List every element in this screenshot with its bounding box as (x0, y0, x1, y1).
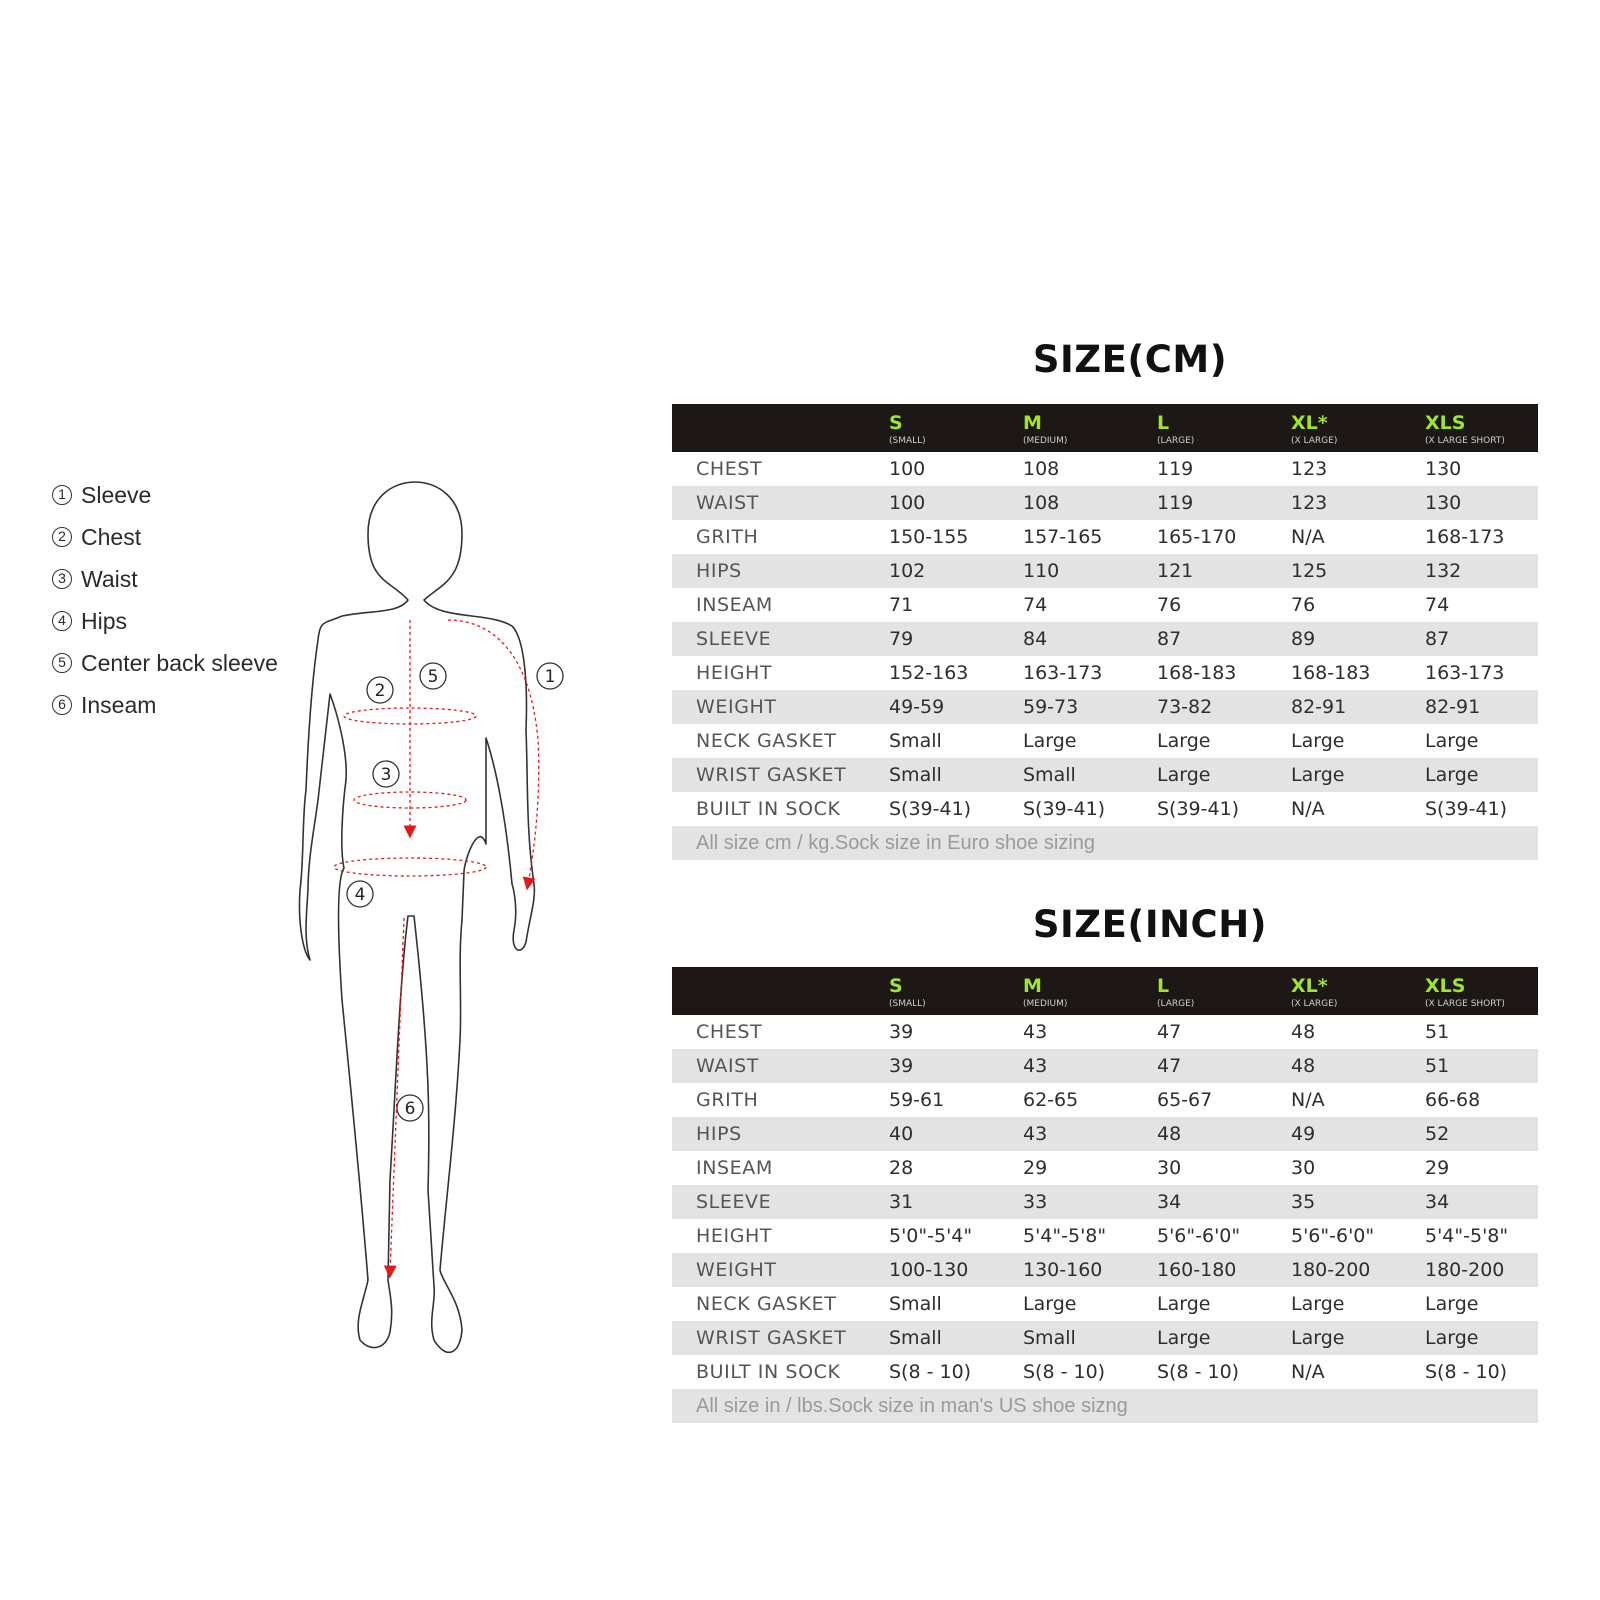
table-cell: 121 (1157, 554, 1291, 588)
legend-number: 4 (52, 611, 72, 631)
svg-text:1: 1 (544, 667, 556, 687)
row-label: GRITH (696, 526, 759, 548)
table-cell: 47 (1157, 1021, 1182, 1043)
size-code: XL* (1291, 975, 1328, 997)
table-cell: 5'0"-5'4" (889, 1225, 973, 1247)
size-code: XL* (1291, 412, 1328, 434)
table-cell: 152-163 (889, 662, 969, 684)
table-row (672, 792, 1538, 826)
table-row (672, 1049, 1538, 1083)
table-cell: Large (1291, 1321, 1425, 1355)
svg-text:3: 3 (380, 765, 392, 785)
table-cell: S(39-41) (1425, 798, 1508, 820)
row-label: HEIGHT (696, 1225, 773, 1247)
row-label: BUILT IN SOCK (696, 798, 841, 820)
size-code: S (889, 975, 903, 997)
table-cell: 5'4"-5'8" (1425, 1225, 1509, 1247)
svg-text:6: 6 (404, 1099, 416, 1119)
table-cell: Large (1291, 730, 1345, 752)
marker-6 (397, 1095, 423, 1121)
table-cell: 48 (1157, 1117, 1291, 1151)
table-cell: Large (1291, 758, 1425, 792)
table-cell: Large (1023, 1293, 1077, 1315)
size-desc: (X LARGE) (1291, 999, 1338, 1009)
size-code: M (1023, 412, 1042, 434)
svg-text:4: 4 (354, 885, 366, 905)
size-header-s (889, 404, 1023, 452)
size-code: XLS (1425, 412, 1466, 434)
table-row (672, 1117, 1538, 1151)
row-label: SLEEVE (672, 622, 889, 656)
table-row (672, 1355, 1538, 1389)
table-cell: 51 (1425, 1049, 1538, 1083)
row-label: WRIST GASKET (672, 758, 889, 792)
size-code: L (1157, 412, 1170, 434)
row-label: NECK GASKET (696, 1293, 837, 1315)
size-desc: (SMALL) (889, 999, 926, 1009)
table-cell: Large (1425, 758, 1538, 792)
table-row (672, 1083, 1538, 1117)
table-cell: 100 (889, 458, 926, 480)
legend-number: 6 (52, 695, 72, 715)
table-cell: 74 (1425, 594, 1450, 616)
table-cell: 87 (1157, 622, 1291, 656)
table-row (672, 1287, 1538, 1321)
row-label: CHEST (696, 458, 763, 480)
table-row (672, 452, 1538, 486)
table-cell: 100-130 (889, 1253, 1023, 1287)
size-header-xls (1425, 967, 1538, 1015)
table-cell: 165-170 (1157, 526, 1237, 548)
table-cell: Large (1157, 1321, 1291, 1355)
table-cell: 31 (889, 1185, 1023, 1219)
table-cell: 87 (1425, 622, 1538, 656)
table-row (672, 1185, 1538, 1219)
table-cell: 34 (1157, 1185, 1291, 1219)
marker-4 (347, 881, 373, 907)
row-label: WEIGHT (672, 1253, 889, 1287)
table-cell: 100 (889, 486, 1023, 520)
table-cell: N/A (1291, 798, 1325, 820)
legend-number: 1 (52, 485, 72, 505)
size-table-cm-block (672, 328, 1538, 860)
table-cell: 66-68 (1425, 1089, 1481, 1111)
table-cell: 5'4"-5'8" (1023, 1225, 1107, 1247)
table-cell: Small (889, 758, 1023, 792)
legend-number: 2 (52, 527, 72, 547)
table-cell: 43 (1023, 1049, 1157, 1083)
table-row (672, 486, 1538, 520)
row-label: INSEAM (696, 1157, 773, 1179)
table-cell: S(39-41) (889, 798, 972, 820)
size-header-l (1157, 404, 1291, 452)
table-cell: 123 (1291, 486, 1425, 520)
table-cell: 5'6"-6'0" (1291, 1225, 1375, 1247)
table-row (672, 724, 1538, 758)
svg-text:5: 5 (427, 667, 439, 687)
table-cell: Large (1425, 1321, 1538, 1355)
table-note-row (672, 826, 1538, 860)
row-label: INSEAM (696, 594, 773, 616)
table-cell: 168-183 (1291, 662, 1371, 684)
table-cell: 28 (889, 1157, 914, 1179)
legend-label: Center back sleeve (81, 649, 278, 676)
table-cell: 74 (1023, 594, 1048, 616)
table-cell: Large (1157, 758, 1291, 792)
table-note-row (672, 1389, 1538, 1423)
table-cell: 157-165 (1023, 526, 1103, 548)
table-cell: 123 (1291, 458, 1328, 480)
legend-label: Hips (81, 607, 128, 634)
table-body-inch (672, 1015, 1538, 1389)
table-cell: 65-67 (1157, 1089, 1213, 1111)
table-cell: 82-91 (1291, 690, 1425, 724)
table-cell: Small (889, 1293, 942, 1315)
row-label: NECK GASKET (696, 730, 837, 752)
table-cell: 168-173 (1425, 526, 1505, 548)
table-note-cm: All size cm / kg.Sock size in Euro shoe sizing (672, 826, 1538, 860)
marker-1 (537, 663, 563, 689)
table-cell: 62-65 (1023, 1089, 1079, 1111)
table-cell: Large (1023, 730, 1077, 752)
table-cell: 48 (1291, 1049, 1425, 1083)
table-cell: 39 (889, 1021, 914, 1043)
body-measurement-figure (290, 480, 590, 1380)
marker-2 (367, 677, 393, 703)
table-cell: 71 (889, 594, 914, 616)
table-cell: 102 (889, 554, 1023, 588)
size-table-inch-block (672, 893, 1538, 1423)
table-cell: 160-180 (1157, 1253, 1291, 1287)
table-cell: 51 (1425, 1021, 1450, 1043)
table-row (672, 1219, 1538, 1253)
table-cell: 52 (1425, 1117, 1538, 1151)
table-cell: Large (1425, 1293, 1479, 1315)
row-label: HIPS (672, 1117, 889, 1151)
table-cell: 130 (1425, 486, 1538, 520)
table-row (672, 656, 1538, 690)
table-cell: Large (1157, 1293, 1211, 1315)
table-cell: Large (1157, 730, 1211, 752)
size-code: L (1157, 975, 1170, 997)
legend-number: 5 (52, 653, 72, 673)
table-title-cm: SIZE(CM) (1032, 338, 1228, 381)
table-row (672, 1321, 1538, 1355)
table-cell: Large (1291, 1293, 1345, 1315)
table-cell: 84 (1023, 622, 1157, 656)
row-label: WEIGHT (672, 690, 889, 724)
size-header-m (1023, 404, 1157, 452)
table-cell: Small (1023, 758, 1157, 792)
size-code: S (889, 412, 903, 434)
row-label: GRITH (696, 1089, 759, 1111)
table-cell: N/A (1291, 526, 1325, 548)
measurement-markers (347, 663, 563, 1121)
table-row (672, 520, 1538, 554)
table-cell: S(8 - 10) (889, 1361, 972, 1383)
table-cell: 108 (1023, 486, 1157, 520)
size-header-xl (1291, 967, 1425, 1015)
table-row (672, 554, 1538, 588)
table-cell: 33 (1023, 1185, 1157, 1219)
table-cell: 119 (1157, 458, 1194, 480)
table-body-cm (672, 452, 1538, 826)
table-cell: 89 (1291, 622, 1425, 656)
table-cell: 132 (1425, 554, 1538, 588)
size-header-row (672, 967, 1538, 1015)
table-cell: 48 (1291, 1021, 1316, 1043)
header-blank (672, 967, 889, 1015)
header-blank (672, 404, 889, 452)
table-cell: S(8 - 10) (1023, 1361, 1106, 1383)
table-cell: 180-200 (1291, 1253, 1425, 1287)
table-cell: 59-73 (1023, 690, 1157, 724)
size-header-xls (1425, 404, 1538, 452)
size-table-cm (672, 404, 1538, 860)
table-cell: Large (1425, 730, 1479, 752)
size-desc: (X LARGE SHORT) (1425, 999, 1505, 1009)
size-desc: (X LARGE SHORT) (1425, 436, 1505, 446)
legend-label: Chest (81, 523, 142, 550)
size-header-s (889, 967, 1023, 1015)
size-desc: (LARGE) (1157, 436, 1195, 446)
table-cell: 40 (889, 1117, 1023, 1151)
table-cell: S(8 - 10) (1425, 1361, 1508, 1383)
table-cell: 150-155 (889, 526, 969, 548)
table-cell: 168-183 (1157, 662, 1237, 684)
legend-label: Sleeve (81, 481, 152, 508)
table-cell: 39 (889, 1049, 1023, 1083)
legend-label: Waist (81, 565, 138, 592)
table-cell: 108 (1023, 458, 1060, 480)
table-cell: 125 (1291, 554, 1425, 588)
measurement-lines (334, 620, 539, 1272)
table-cell: 79 (889, 622, 1023, 656)
table-cell: S(8 - 10) (1157, 1361, 1240, 1383)
size-desc: (MEDIUM) (1023, 436, 1068, 446)
table-cell: 29 (1425, 1157, 1450, 1179)
row-label: SLEEVE (672, 1185, 889, 1219)
table-cell: 47 (1157, 1049, 1291, 1083)
table-cell: S(39-41) (1157, 798, 1240, 820)
table-cell: S(39-41) (1023, 798, 1106, 820)
table-cell: 49-59 (889, 690, 1023, 724)
size-code: M (1023, 975, 1042, 997)
table-cell: 29 (1023, 1157, 1048, 1179)
table-row (672, 1151, 1538, 1185)
table-cell: 35 (1291, 1185, 1425, 1219)
row-label: WAIST (672, 1049, 889, 1083)
table-cell: Small (889, 1321, 1023, 1355)
table-note-inch: All size in / lbs.Sock size in man's US shoe sizng (672, 1389, 1538, 1423)
size-desc: (X LARGE) (1291, 436, 1338, 446)
table-cell: 119 (1157, 486, 1291, 520)
size-header-row (672, 404, 1538, 452)
table-row (672, 690, 1538, 724)
row-label: HEIGHT (696, 662, 773, 684)
table-cell: 130-160 (1023, 1253, 1157, 1287)
row-label: HIPS (672, 554, 889, 588)
size-code: XLS (1425, 975, 1466, 997)
marker-3 (373, 761, 399, 787)
svg-text:2: 2 (374, 681, 386, 701)
row-label: WAIST (672, 486, 889, 520)
table-cell: 110 (1023, 554, 1157, 588)
table-cell: 130 (1425, 458, 1462, 480)
legend-number: 3 (52, 569, 72, 589)
table-row (672, 758, 1538, 792)
table-cell: 180-200 (1425, 1253, 1538, 1287)
size-header-xl (1291, 404, 1425, 452)
table-cell: Small (889, 730, 942, 752)
size-desc: (LARGE) (1157, 999, 1195, 1009)
table-cell: Small (1023, 1321, 1157, 1355)
table-cell: 49 (1291, 1117, 1425, 1151)
row-label: WRIST GASKET (672, 1321, 889, 1355)
marker-5 (420, 663, 446, 689)
table-cell: 30 (1291, 1157, 1316, 1179)
table-cell: 76 (1291, 594, 1316, 616)
size-table-inch (672, 967, 1538, 1423)
table-cell: 76 (1157, 594, 1182, 616)
size-header-m (1023, 967, 1157, 1015)
table-row (672, 1015, 1538, 1049)
table-title-inch: SIZE(INCH) (1032, 903, 1268, 946)
table-cell: 43 (1023, 1117, 1157, 1151)
size-desc: (MEDIUM) (1023, 999, 1068, 1009)
table-cell: 34 (1425, 1185, 1538, 1219)
table-cell: 163-173 (1023, 662, 1103, 684)
row-label: CHEST (696, 1021, 763, 1043)
table-row (672, 1253, 1538, 1287)
table-cell: 163-173 (1425, 662, 1505, 684)
table-cell: N/A (1291, 1089, 1325, 1111)
table-row (672, 588, 1538, 622)
table-cell: 43 (1023, 1021, 1048, 1043)
table-cell: 82-91 (1425, 690, 1538, 724)
size-header-l (1157, 967, 1291, 1015)
table-cell: 59-61 (889, 1089, 945, 1111)
table-cell: N/A (1291, 1361, 1325, 1383)
table-cell: 73-82 (1157, 690, 1291, 724)
table-cell: 30 (1157, 1157, 1182, 1179)
table-cell: 5'6"-6'0" (1157, 1225, 1241, 1247)
table-row (672, 622, 1538, 656)
row-label: BUILT IN SOCK (696, 1361, 841, 1383)
body-outline (299, 482, 534, 1352)
size-desc: (SMALL) (889, 436, 926, 446)
legend-label: Inseam (81, 691, 157, 718)
